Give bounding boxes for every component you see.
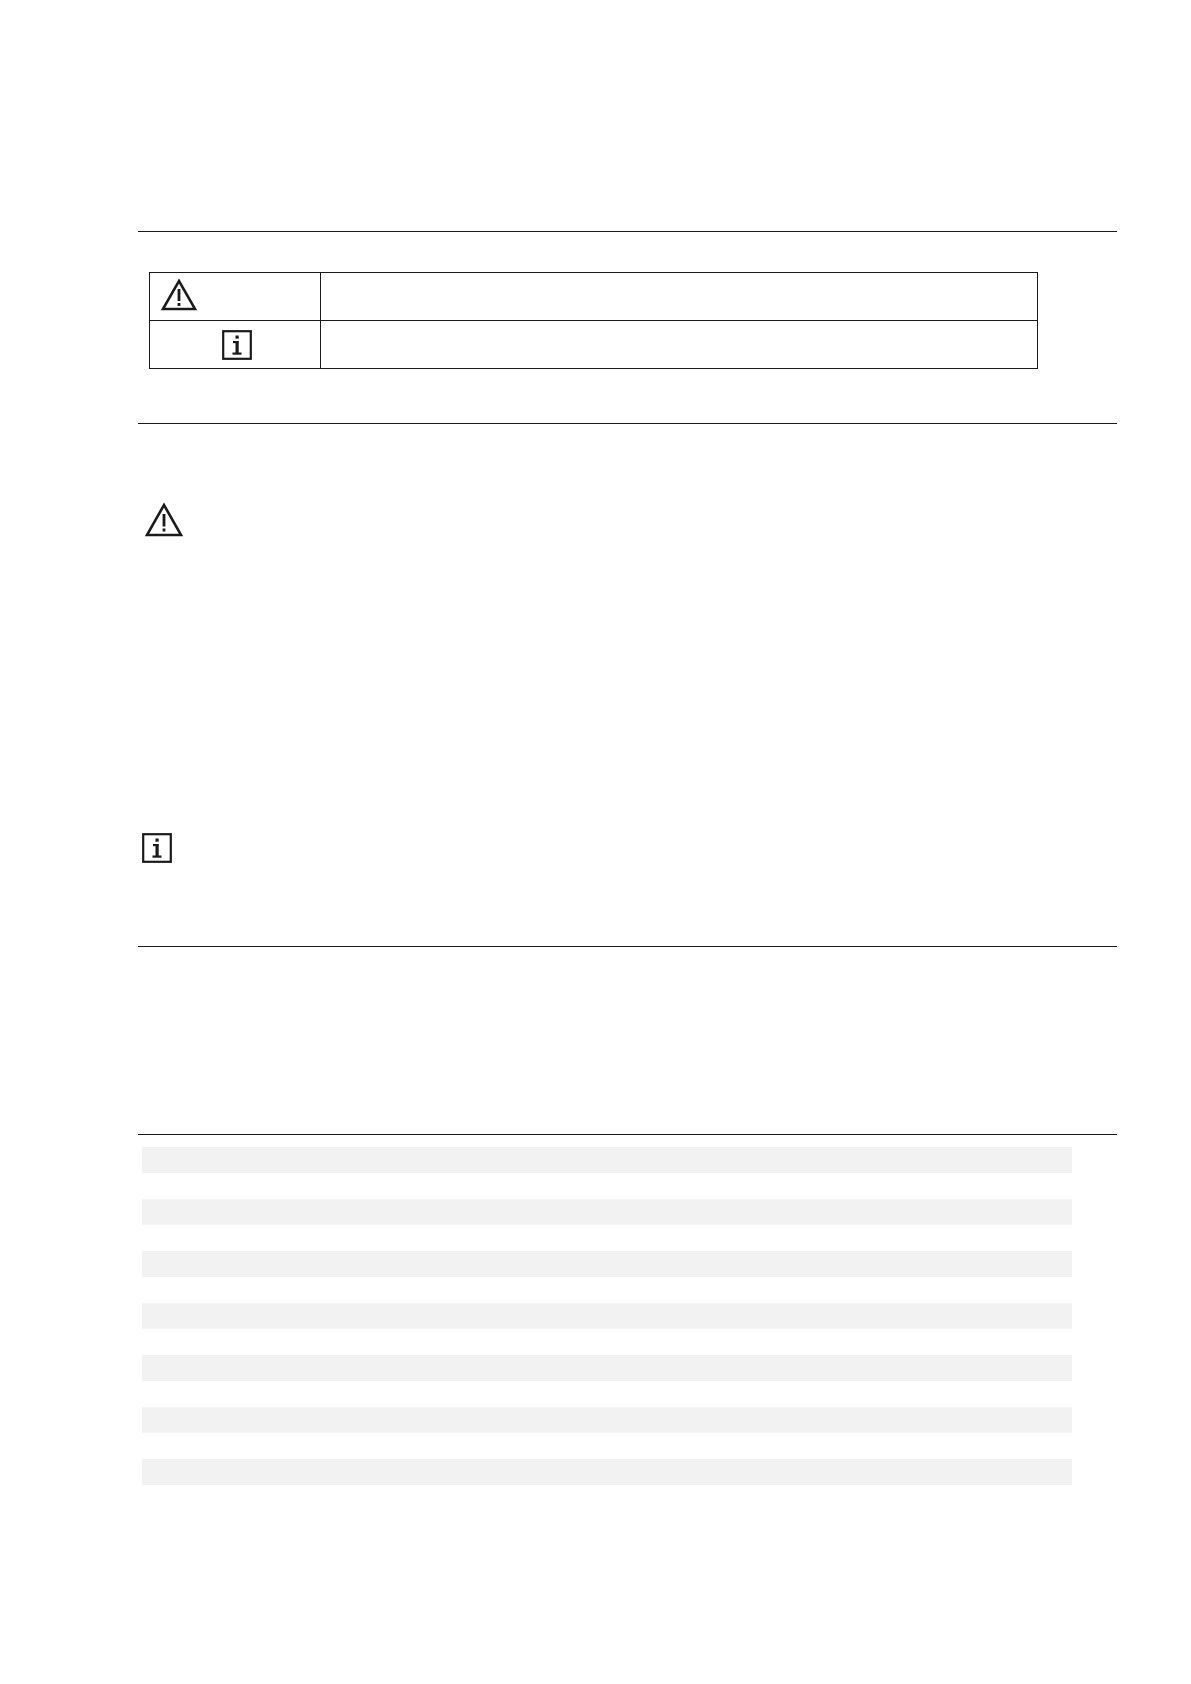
table-row — [142, 1199, 1072, 1225]
table-row — [142, 1355, 1072, 1381]
table-row — [142, 1303, 1072, 1329]
info-box-icon — [222, 330, 252, 360]
symbol-description — [321, 273, 1038, 321]
striped-table — [142, 1147, 1072, 1511]
section-rule-1 — [138, 231, 1117, 232]
section-rule-3 — [138, 946, 1117, 947]
table-row — [142, 1251, 1072, 1277]
symbols-table-row — [150, 273, 1038, 321]
symbol-cell — [150, 273, 321, 321]
info-box-icon — [142, 833, 172, 863]
table-row — [142, 1459, 1072, 1485]
warning-triangle-icon — [160, 278, 198, 312]
table-row — [142, 1407, 1072, 1433]
warning-triangle-icon — [144, 502, 184, 538]
symbols-table-row — [150, 321, 1038, 369]
section-rule-2 — [138, 423, 1117, 424]
table-row — [142, 1147, 1072, 1173]
symbol-cell — [150, 321, 321, 369]
symbols-table — [149, 272, 1038, 369]
symbol-description — [321, 321, 1038, 369]
section-rule-4 — [138, 1134, 1117, 1135]
